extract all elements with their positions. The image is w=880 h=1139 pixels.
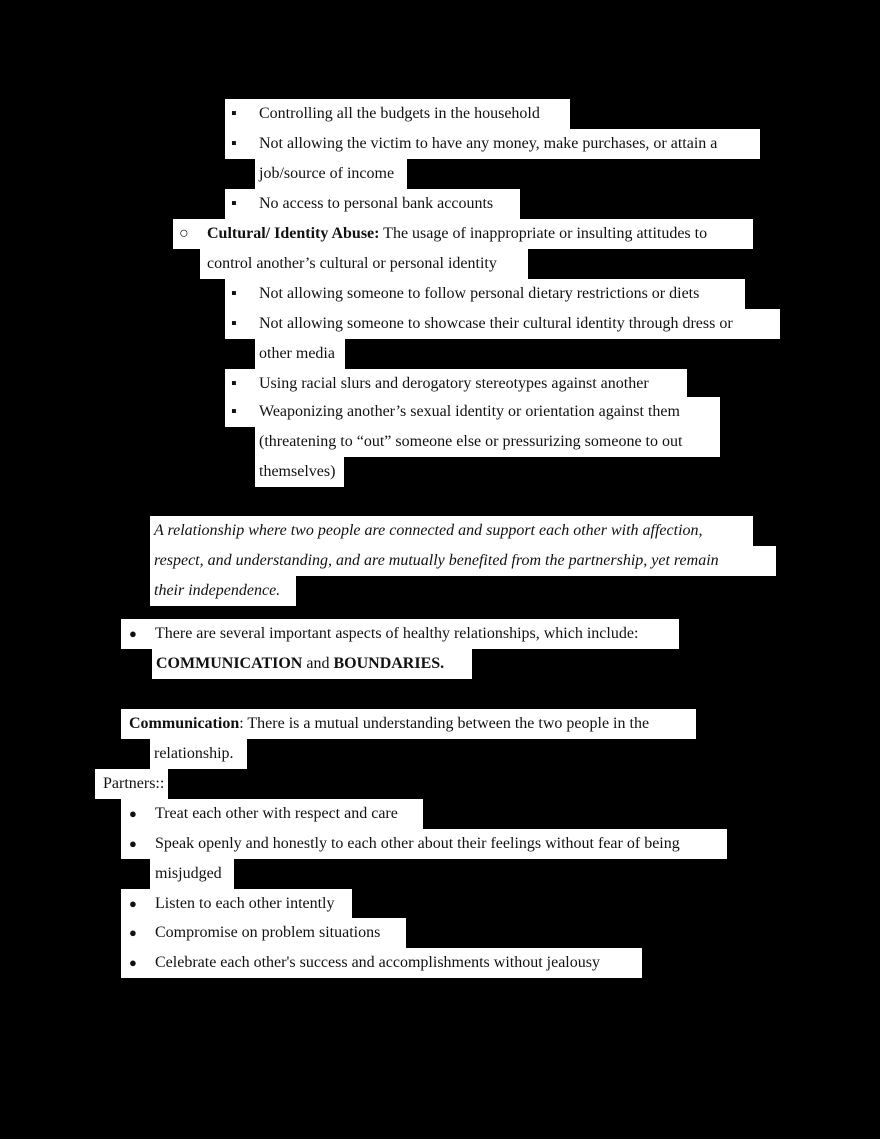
boundaries-keyword: BOUNDARIES. — [333, 655, 445, 672]
disc-bullet-icon: ● — [129, 925, 137, 940]
square-bullet-icon: ▪ — [231, 315, 237, 332]
square-bullet-icon: ▪ — [231, 285, 237, 302]
communication-keyword: COMMUNICATION — [156, 655, 303, 672]
list-item: ▪ Weaponizing another’s sexual identity or orientation against them — [225, 397, 720, 427]
list-item: ▪ Not allowing someone to follow personal dietary restrictions or diets — [225, 279, 745, 309]
list-item: ▪ No access to personal bank accounts — [225, 189, 520, 219]
list-item: ● Treat each other with respect and care — [121, 799, 423, 829]
list-item: ▪ Not allowing the victim to have any money, make purchases, or attain a — [225, 129, 760, 159]
square-bullet-icon: ▪ — [231, 105, 237, 122]
square-bullet-icon: ▪ — [231, 195, 237, 212]
list-item-continuation: other media — [255, 339, 345, 369]
partners-label: Partners:: — [95, 769, 168, 799]
disc-bullet-icon: ● — [129, 896, 137, 911]
list-item: ● Listen to each other intently — [121, 889, 352, 919]
list-item: ▪ Using racial slurs and derogatory stereotypes against another — [225, 369, 687, 399]
cultural-abuse-title: Cultural/ Identity Abuse: — [207, 225, 380, 242]
communication-definition: Communication: There is a mutual understanding between the two people in the — [121, 709, 696, 739]
square-bullet-icon: ▪ — [231, 403, 237, 420]
list-item-continuation: (threatening to “out” someone else or pressurizing someone to out — [255, 427, 720, 457]
list-item-aspects: ● There are several important aspects of healthy relationships, which include: — [121, 619, 679, 649]
definition-line: their independence. — [150, 576, 296, 606]
list-item: ● Celebrate each other's success and accomplishments without jealousy — [121, 948, 642, 978]
list-item: ● Compromise on problem situations — [121, 918, 406, 948]
list-item: ▪ Controlling all the budgets in the household — [225, 99, 570, 129]
disc-bullet-icon: ● — [129, 955, 137, 970]
list-item-continuation: themselves) — [255, 457, 344, 487]
list-item-continuation: misjudged — [150, 859, 234, 889]
disc-bullet-icon: ● — [129, 836, 137, 851]
list-item-cultural-abuse: ○ Cultural/ Identity Abuse: The usage of inappropriate or insulting attitudes to — [173, 219, 753, 249]
list-item-continuation: job/source of income — [255, 159, 407, 189]
disc-bullet-icon: ● — [129, 806, 137, 821]
list-item: ▪ Not allowing someone to showcase their cultural identity through dress or — [225, 309, 780, 339]
disc-bullet-icon: ● — [129, 626, 137, 641]
square-bullet-icon: ▪ — [231, 135, 237, 152]
communication-definition-continuation: relationship. — [150, 739, 247, 769]
list-item: ● Speak openly and honestly to each other about their feelings without fear of being — [121, 829, 727, 859]
communication-title: Communication — [129, 715, 240, 732]
circle-bullet-icon: ○ — [179, 225, 189, 242]
square-bullet-icon: ▪ — [231, 375, 237, 392]
definition-line: A relationship where two people are connected and support each other with affection, — [150, 516, 753, 546]
list-item-continuation: control another’s cultural or personal identity — [200, 249, 528, 279]
definition-line: respect, and understanding, and are mutually benefited from the partnership, yet remain — [150, 546, 776, 576]
list-item-continuation: COMMUNICATION and BOUNDARIES. — [152, 649, 472, 679]
